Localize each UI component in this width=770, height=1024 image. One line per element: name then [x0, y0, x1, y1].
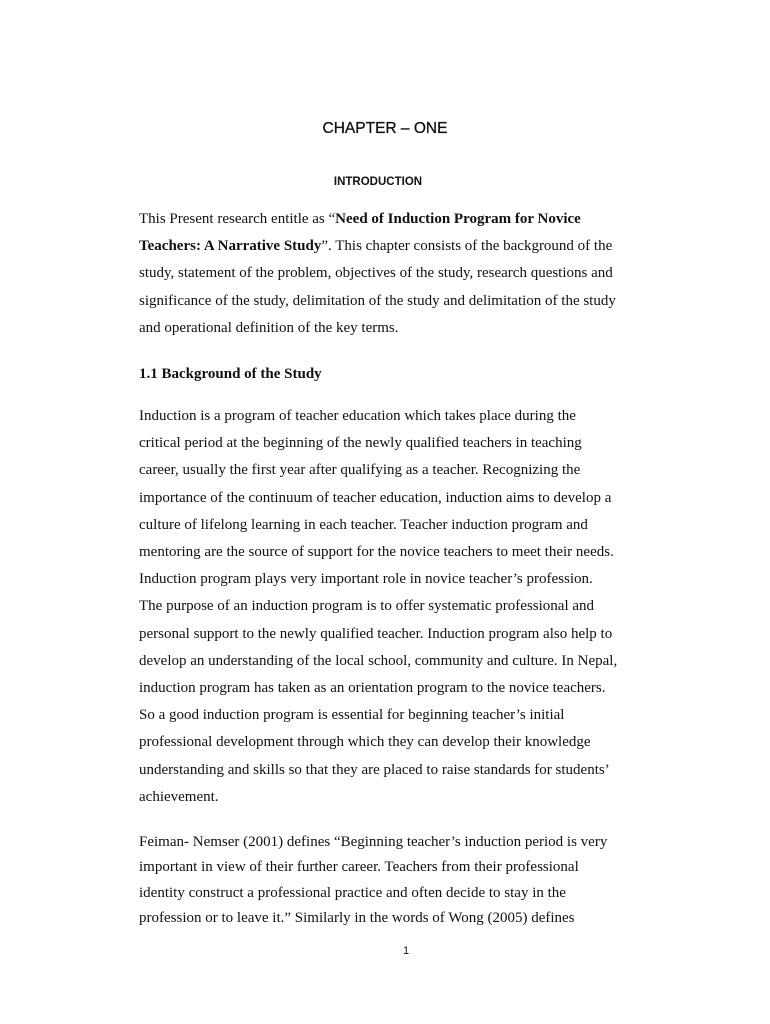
- background-line: culture of lifelong learning in each teacher. Teacher induction program and: [139, 516, 588, 533]
- background-line: develop an understanding of the local school, community and culture. In Nepal,: [139, 652, 618, 669]
- intro-line: and operational definition of the key terms.: [139, 319, 399, 336]
- background-line: mentoring are the source of support for the novice teachers to meet their needs.: [139, 544, 614, 561]
- feiman-line: profession or to leave it.” Similarly in the words of Wong (2005) defines: [139, 910, 575, 927]
- intro-line-text: This Present research entitle as “: [139, 211, 336, 227]
- intro-line: significance of the study, delimitation of the study and delimitation of the study: [139, 292, 616, 309]
- background-line: induction program has taken as an orientation program to the novice teachers.: [139, 680, 606, 697]
- section-title: INTRODUCTION: [333, 176, 423, 188]
- research-title-part-2: Teachers: A Narrative Study: [139, 238, 322, 255]
- background-line: Induction program plays very important role in novice teacher’s profession.: [139, 571, 593, 588]
- background-line: The purpose of an induction program is to offer systematic professional and: [139, 598, 595, 615]
- background-heading: 1.1 Background of the Study: [139, 366, 322, 382]
- research-title-part-1: Need of Induction Program for Novice: [335, 211, 581, 227]
- background-line: achievement.: [139, 788, 219, 805]
- background-line: personal support to the newly qualified teacher. Induction program also help to: [139, 625, 613, 642]
- intro-line-text: ”. This chapter consists of the background of the: [321, 238, 613, 255]
- feiman-line: important in view of their further career. Teachers from their professional: [139, 859, 579, 876]
- feiman-line: Feiman- Nemser (2001) defines “Beginning teacher’s induction period is very: [139, 834, 608, 850]
- background-line: critical period at the beginning of the newly qualified teachers in teaching: [139, 435, 582, 452]
- intro-paragraph: [139, 206, 679, 342]
- background-line: So a good induction program is essential for beginning teacher’s initial: [139, 707, 565, 724]
- background-line: understanding and skills so that they are placed to raise standards for students’: [139, 761, 610, 778]
- background-paragraph: [139, 403, 679, 811]
- background-line: career, usually the first year after qualifying as a teacher. Recognizing the: [139, 462, 581, 479]
- intro-line: [139, 206, 679, 233]
- intro-line: study, statement of the problem, objectives of the study, research questions and: [139, 265, 613, 282]
- chapter-title: CHAPTER – ONE: [322, 120, 448, 137]
- feiman-paragraph: [139, 830, 679, 932]
- feiman-line: identity construct a professional practice and often decide to stay in the: [139, 884, 566, 901]
- background-line: importance of the continuum of teacher education, induction aims to develop a: [139, 489, 612, 506]
- background-line: Induction is a program of teacher education which takes place during the: [139, 408, 576, 424]
- page-number: 1: [402, 945, 410, 957]
- background-line: professional development through which they can develop their knowledge: [139, 734, 591, 751]
- intro-line: [139, 233, 679, 260]
